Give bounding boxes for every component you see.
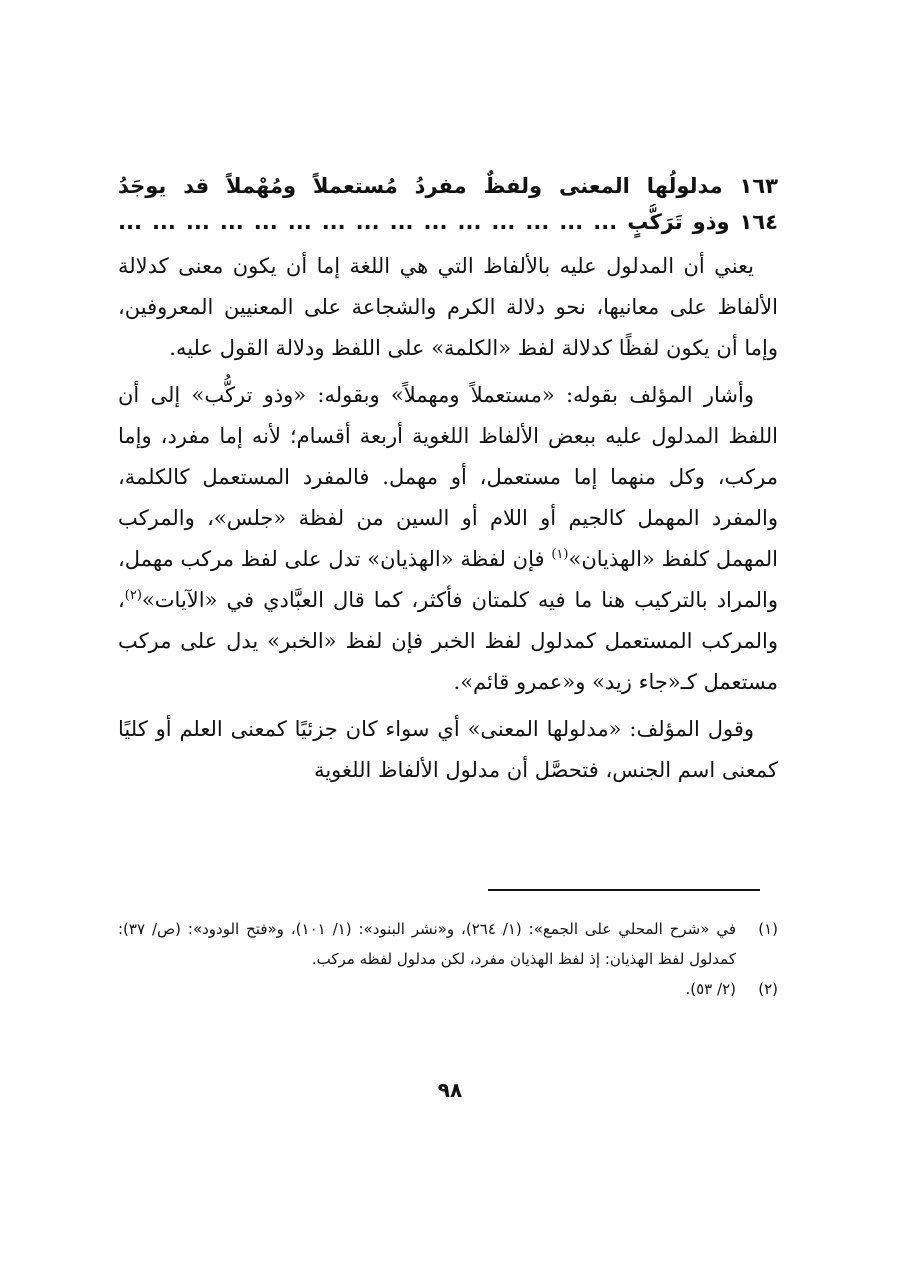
verse-line-164: ١٦٤ وذو تَرَكُّبٍ ... ... ... ... ... ... ... ... ... ... ... ... ... ... ...: [118, 210, 778, 234]
footnotes: [118, 914, 778, 1004]
footnote-1-text: في «شرح المحلي على الجمع»: (١/ ٢٦٤)، و«نشر البنود»: (١/ ١٠١)، و«فتح الودود»: (ص/ ٣٧): كمدلول لفظ الهذيان: إذ لفظ الهذيان مفرد، لكن مدلول لفظه مركب.: [118, 920, 736, 968]
paragraph-2-part-3: ، والمركب المستعمل كمدلول لفظ الخبر فإن لفظ «الخبر» يدل على مركب مستعمل كـ«جاء زيد» و«عمرو قائم».: [118, 588, 778, 694]
page-body: [118, 168, 778, 791]
paragraph-2-part-1: وأشار المؤلف بقوله: «مستعملاً ومهملاً» وبقوله: «وذو تركُّب» إلى أن اللفظ المدلول عليه ببعض الألفاظ اللغوية أربعة أقسام؛ لأنه إما مفرد، وإما مركب، وكل منهما إما مستعمل، أو مهمل. فالمفرد المستعمل كالكلمة، والمفرد المهمل كالجيم أو اللام أو السين من لفظة «جلس»، والمركب المهمل كلفظ «الهذيان»: [118, 383, 778, 571]
paragraph-1: يعني أن المدلول عليه بالألفاظ التي هي اللغة إما أن يكون معنى كدلالة الألفاظ على معانيها، نحو دلالة الكرم والشجاعة على المعنيين المعروفين، وإما أن يكون لفظًا كدلالة لفظ «الكلمة» على اللفظ ودلالة القول عليه.: [118, 254, 778, 360]
footnote-ref-2: (٢): [124, 588, 142, 603]
paragraph-3: وقول المؤلف: «مدلولها المعنى» أي سواء كان جزئيًا كمعنى العلم أو كليًا كمعنى اسم الجنس، فتحصَّل أن مدلول الألفاظ اللغوية: [118, 717, 778, 782]
footnote-2-number: (٢): [758, 980, 778, 998]
footnote-1: [118, 914, 778, 974]
footnote-2: [118, 974, 778, 1004]
footnote-ref-1: (١): [551, 547, 569, 562]
footnote-1-number: (١): [758, 920, 778, 938]
paragraph-2: [118, 375, 778, 703]
verse-line-163: ١٦٣ مدلولُها المعنى ولفظٌ مفردُ مُستعملاً ومُهْملاً قد يوجَدُ: [118, 174, 778, 198]
paragraph-2-part-2: فإن لفظة «الهذيان» تدل على لفظ مركب مهمل، والمراد بالتركيب هنا ما فيه كلمتان فأكثر، كما قال العبَّادي في «الآيات»: [118, 547, 778, 612]
footnote-separator: [488, 889, 760, 891]
footnote-2-text: (٢/ ٥٣).: [685, 980, 736, 998]
page-number: ٩٨: [437, 1078, 463, 1102]
